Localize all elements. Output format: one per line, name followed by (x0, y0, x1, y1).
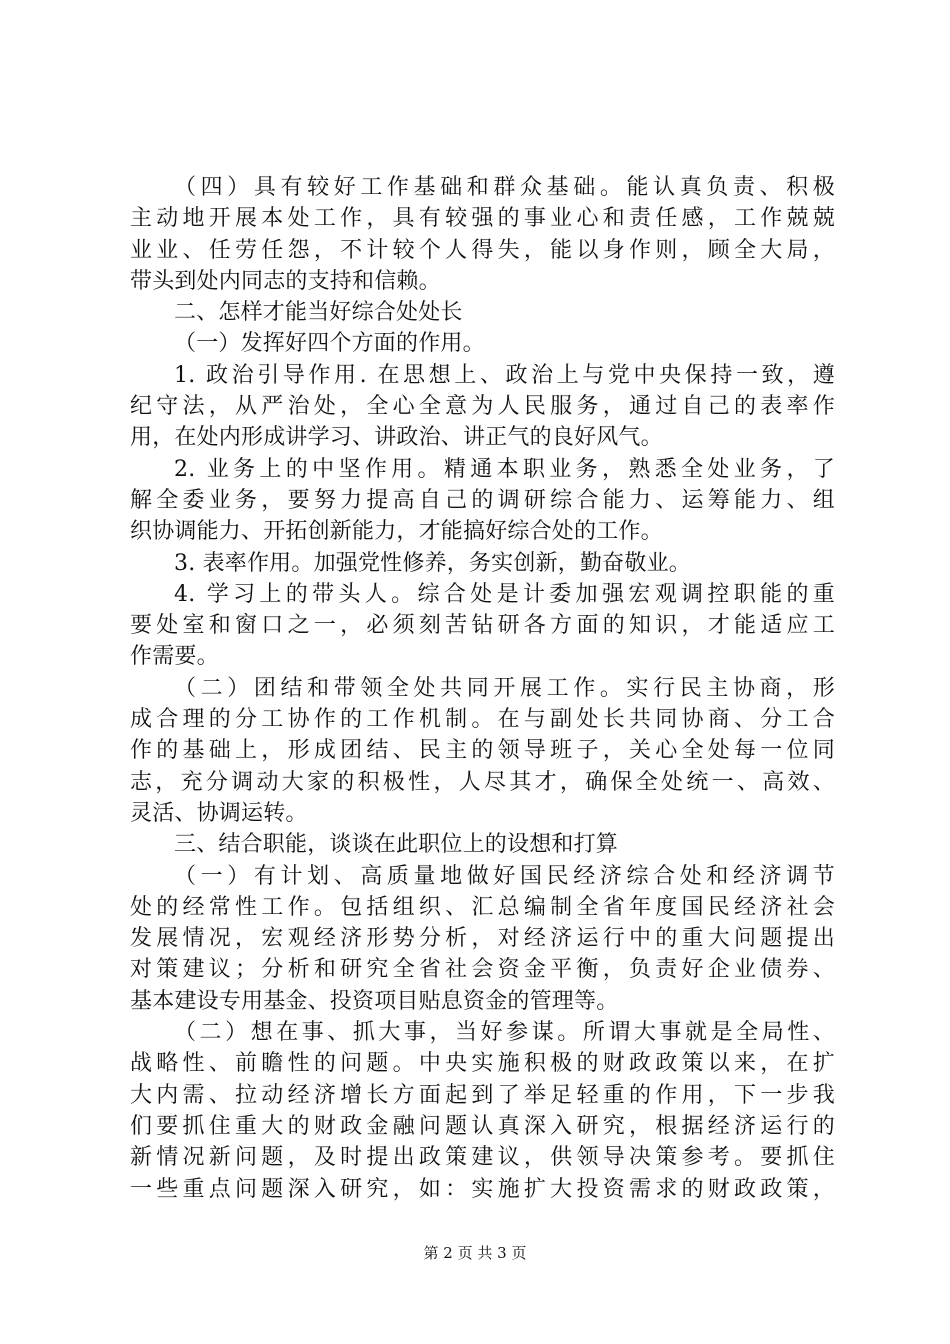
text-line: 成合理的分工协作的工作机制。在与副处长共同协商、分工合 (130, 707, 835, 733)
text-line: 3. 表率作用。加强党性修养，务实创新，勤奋敬业。 (174, 550, 691, 576)
text-line: 织协调能力、开拓创新能力，才能搞好综合处的工作。 (130, 519, 663, 545)
text-line: 新情况新问题，及时提出政策建议，供领导决策参考。要抓住 (130, 1145, 835, 1171)
text-line: 灵活、协调运转。 (130, 800, 308, 826)
text-line: 主动地开展本处工作，具有较强的事业心和责任感，工作兢兢 (130, 206, 835, 232)
text-line: 作的基础上，形成团结、民主的领导班子，关心全处每一位同 (130, 738, 835, 764)
text-line: 三、结合职能，谈谈在此职位上的设想和打算 (174, 832, 619, 858)
page-footer: 第 2 页 共 3 页 (423, 1244, 527, 1262)
text-line: 发展情况，宏观经济形势分析，对经济运行中的重大问题提出 (130, 926, 835, 952)
text-line: 解全委业务，要努力提高自己的调研综合能力、运筹能力、组 (130, 487, 835, 513)
text-line: 用，在处内形成讲学习、讲政治、讲正气的良好风气。 (130, 425, 663, 451)
text-line: （四）具有较好工作基础和群众基础。能认真负责、积极 (174, 175, 835, 200)
text-line: 战略性、前瞻性的问题。中央实施积极的财政政策以来，在扩 (130, 1051, 835, 1077)
text-line: 一些重点问题深入研究，如：实施扩大投资需求的财政政策， (130, 1176, 835, 1202)
text-line: 处的经常性工作。包括组织、汇总编制全省年度国民经济社会 (130, 894, 835, 920)
text-line: 4. 学习上的带头人。综合处是计委加强宏观调控职能的重 (174, 581, 835, 607)
text-line: （一）发挥好四个方面的作用。 (174, 331, 485, 357)
text-line: 大内需、拉动经济增长方面起到了举足轻重的作用，下一步我 (130, 1082, 835, 1108)
text-line: （二）想在事、抓大事，当好参谋。所谓大事就是全局性、 (174, 1020, 835, 1046)
text-line: 二、怎样才能当好综合处处长 (174, 300, 463, 326)
text-line: 2. 业务上的中坚作用。精通本职业务，熟悉全处业务，了 (174, 456, 835, 482)
text-line: 带头到处内同志的支持和信赖。 (130, 268, 441, 294)
text-line: （一）有计划、高质量地做好国民经济综合处和经济调节 (174, 863, 835, 889)
text-line: 纪守法，从严治处，全心全意为人民服务，通过自己的表率作 (130, 394, 835, 420)
text-line: （二）团结和带领全处共同开展工作。实行民主协商，形 (174, 675, 835, 701)
text-line: 作需要。 (130, 644, 219, 670)
text-line: 1. 政治引导作用. 在思想上、政治上与党中央保持一致，遵 (174, 362, 835, 388)
text-line: 对策建议；分析和研究全省社会资金平衡，负责好企业债券、 (130, 957, 835, 983)
text-line: 要处室和窗口之一，必须刻苦钻研各方面的知识，才能适应工 (130, 613, 835, 639)
document-body (130, 172, 835, 1205)
text-line: 基本建设专用基金、投资项目贴息资金的管理等。 (130, 988, 619, 1014)
text-line: 们要抓住重大的财政金融问题认真深入研究，根据经济运行的 (130, 1113, 835, 1139)
text-line: 业业、任劳任怨，不计较个人得失，能以身作则，顾全大局， (130, 237, 835, 263)
text-line: 志，充分调动大家的积极性，人尽其才，确保全处统一、高效、 (130, 769, 835, 795)
